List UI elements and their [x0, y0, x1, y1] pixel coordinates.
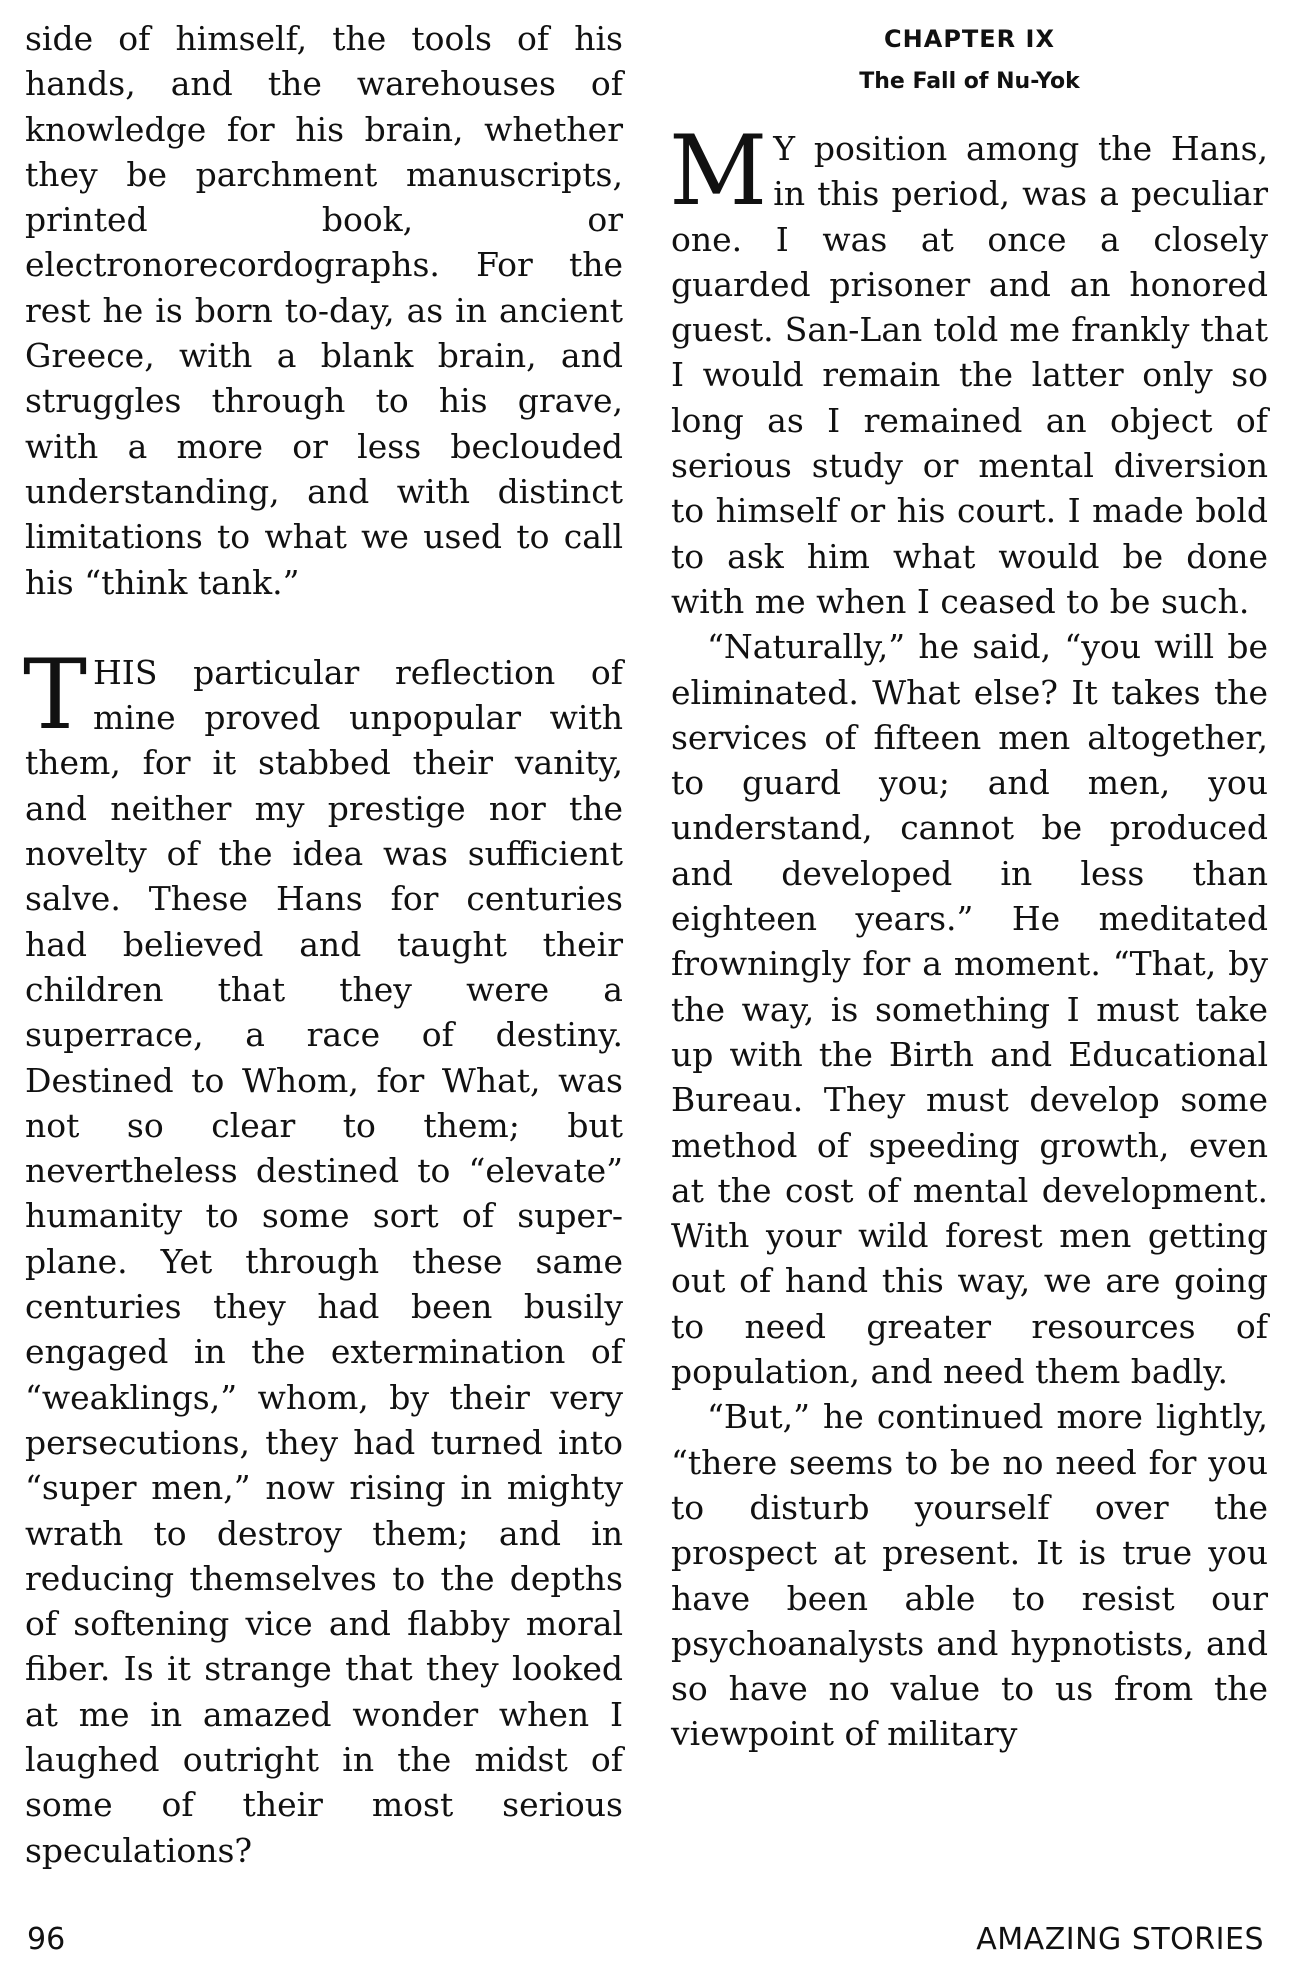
right-paragraph-2: “Naturally,” he said, “you will be eliminated. What else? It takes the services of fifteen men altogether, to guard you; and men, you understand, cannot be produced and developed in less than eighteen years.” He meditated frowningly for a moment. “That, by the way, is something I must take up with the Birth and Educational Bureau. They must develop some method of speeding growth, even at the cost of mental development. With your wild forest men getting out of hand this way, we are going to need greater resources of population, and need them badly.: [671, 627, 1268, 1392]
left-paragraph-2: [23, 638, 623, 1873]
page-number: 96: [27, 1922, 66, 1957]
left-paragraph-1: side of himself, the tools of his hands, and the warehouses of knowledge for his brain, whether they be parchment manuscripts, printed book, or electronorecordographs. For the rest he is born to-day, as in ancient Greece, with a blank brain, and struggles through to his grave, with a more or less beclouded understanding, and with distinct limitations to what we used to call his “think tank.”: [25, 19, 623, 602]
paragraph-body-text: particular reflection of mine proved unpopular with them, for it stabbed their vanity, and neither my prestige nor the novelty of the idea was sufficient salve. These Hans for centuries had believed and taught their children that they were a superrace, a race of destiny. Destined to Whom, for What, was not so clear to them; but nevertheless destined to “elevate” humanity to some sort of super-plane. Yet through these same centuries they had been busily engaged in the extermination of “weaklings,” whom, by their very persecutions, they had turned into “super men,” now rising in mighty wrath to destroy them; and in reducing themselves to the depths of softening vice and flabby moral fiber. Is it strange that they looked at me in amazed wonder when I laughed outright in the midst of some of their most serious speculations?: [25, 652, 623, 1870]
right-paragraph-3: “But,” he continued more lightly, “there seems to be no need for you to disturb yourself over the prospect at present. It is true you have been able to resist our psychoanalysts and hypnotists, and so have no value to us from the viewpoint of military: [671, 1397, 1268, 1754]
paragraph-lead-word: Y: [773, 129, 796, 168]
chapter-label: CHAPTER IX: [884, 25, 1055, 53]
paragraph-body-text: position among the Hans, in this period, was a peculiar one. I was at once a closely guarded prisoner and an honored guest. San-Lan told me frankly that I would remain the latter only so long as I remained an object of serious study or mental diversion to himself or his court. I made bold to ask him what would be done with me when I ceased to be such.: [671, 129, 1268, 621]
right-text-column: [671, 16, 1268, 1757]
drop-cap-t: T: [23, 638, 88, 751]
left-text-column: [25, 16, 623, 1873]
chapter-title: The Fall of Nu-Yok: [859, 69, 1080, 94]
drop-cap-m: M: [669, 115, 768, 227]
magazine-name: AMAZING STORIES: [976, 1922, 1264, 1957]
paragraph-lead-word: HIS: [93, 652, 158, 692]
right-paragraph-1: [669, 115, 1268, 624]
